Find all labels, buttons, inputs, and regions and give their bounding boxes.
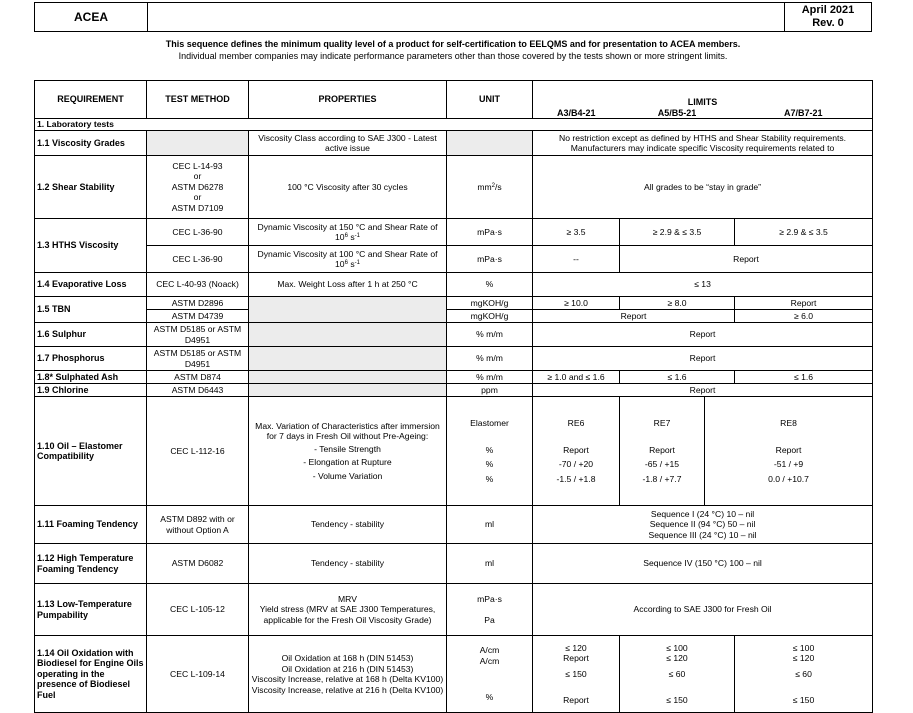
property-volume: - Volume Variation [312,470,383,481]
req-label: 1.5 TBN [35,297,147,323]
row-shear-stability [35,156,873,219]
row-hths-100 [35,246,873,273]
property-cell [249,371,447,384]
method-cell: CEC L-36-90 [147,246,249,273]
limit-cell: All grades to be “stay in grade” [533,156,873,219]
unit-cell: % m/m [447,323,533,347]
spec-table [34,80,873,713]
req-label: 1.11 Foaming Tendency [35,506,147,544]
re-elongation: -65 / +15 [644,459,680,469]
unit-base: mm [477,181,492,192]
limit-a3b4: ≥ 10.0 [533,297,620,310]
property-exponent: 6 [344,233,348,239]
re-name: RE8 [780,418,797,428]
unit-cell: % m/m [447,371,533,384]
property-cell [249,636,447,713]
limit-a5b5: ≥ 2.9 & ≤ 3.5 [620,219,735,246]
limit-cell [533,506,873,544]
property-text: Dynamic Viscosity at 100 °C and Shear Rate of 10 [257,248,438,269]
property-cell: 100 °C Viscosity after 30 cycles [249,156,447,219]
property-cell [249,384,447,397]
limit-cell: Report [533,347,873,371]
property-cell: Max. Weight Loss after 1 h at 250 °C [249,273,447,297]
method-3: ASTM D7109 [171,202,224,213]
unit-cell: ppm [447,384,533,397]
method-or: or [193,192,202,203]
row-tbn-d2896 [35,297,873,310]
foam-seq-3: Sequence III (24 °C) 10 – nil [648,529,757,540]
unit-visc-216: % [485,692,494,703]
intro-text [34,38,872,62]
method-or: or [193,171,202,182]
limit-a5b5 [620,636,735,713]
property-cell: Tendency - stability [249,506,447,544]
property-elongation: - Elongation at Rupture [303,457,392,468]
row-ht-foaming [35,544,873,584]
row-evaporative-loss [35,273,873,297]
unit-cell [447,636,533,713]
method-cell: ASTM D2896 [147,297,249,310]
row-chlorine [35,384,873,397]
intro-line2: Individual member companies may indicate performance parameters other than those covered by the tests shown or more stringent limits. [178,51,728,61]
unit-cell: % m/m [447,347,533,371]
limit-re6 [533,397,620,506]
unit-cell [447,584,533,636]
row-elastomer [35,397,873,506]
property-ox-216: Oil Oxidation at 216 h (DIN 51453) [281,663,414,674]
document-header [34,2,872,32]
property-exponent: 6 [344,260,348,266]
method-cell: CEC L-112-16 [147,397,249,506]
unit-visc-168 [449,666,530,687]
re-elongation: -70 / +20 [558,459,594,469]
req-label: 1.12 High Temperature Foaming Tendency [35,544,147,584]
ox-limit: ≤ 150 [666,695,688,705]
limit-a5b5: ≤ 1.6 [620,371,735,384]
limit-a7b7: ≥ 6.0 [735,310,873,323]
limit-cell: Sequence IV (150 °C) 100 – nil [533,544,873,584]
unit-ox-216: A/cm [479,655,500,666]
method-cell: CEC L-36-90 [147,219,249,246]
property-exponent: -1 [354,260,360,266]
property-cell [249,397,447,506]
property-cell [249,246,447,273]
method-cell: CEC L-109-14 [147,636,249,713]
ox-limit: ≤ 150 [565,668,587,679]
col-a5b5: A5/B5-21 [620,108,735,119]
limit-a3-a5: Report [533,310,735,323]
unit-elastomer: Elastomer [470,418,509,428]
ox-limit: ≤ 60 [668,668,686,679]
limit-a3b4 [533,636,620,713]
limit-a3b4: -- [533,246,620,273]
col-properties: PROPERTIES [249,81,447,119]
unit-cell: ml [447,544,533,584]
re-volume: 0.0 / +10.7 [768,473,809,484]
method-cell: CEC L-105-12 [147,584,249,636]
row-tbn-d4739 [35,310,873,323]
row-phosphorus [35,347,873,371]
limit-a5b5: ≥ 8.0 [620,297,735,310]
req-label: 1.8* Sulphated Ash [35,371,147,384]
limit-a5-a7: Report [620,246,873,273]
re-volume: -1.5 / +1.8 [556,473,596,484]
req-label: 1.1 Viscosity Grades [35,131,147,156]
col-test-method: TEST METHOD [147,81,249,119]
col-unit: UNIT [447,81,533,119]
req-label: 1.3 HTHS Viscosity [35,219,147,273]
col-a7b7: A7/B7-21 [735,108,873,119]
property-unit: s [347,232,355,242]
req-label: 1.10 Oil – Elastomer Compatibility [35,397,147,506]
unit-cell: mPa·s [447,219,533,246]
column-header-row [35,81,873,108]
col-a3b4: A3/B4-21 [533,108,620,119]
col-requirement: REQUIREMENT [35,81,147,119]
row-foaming [35,506,873,544]
org-name: ACEA [35,3,148,31]
property-cell [249,297,447,323]
property-cell [249,323,447,347]
row-pumpability [35,584,873,636]
foam-seq-1: Sequence I (24 °C) 10 – nil [650,508,755,519]
re-tensile: Report [775,444,802,455]
method-cell [147,131,249,156]
section-title: 1. Laboratory tests [35,119,873,131]
limit-a7b7: ≥ 2.9 & ≤ 3.5 [735,219,873,246]
property-yield: Yield stress (MRV at SAE J300 Temperatures, applicable for the Fresh Oil Viscosity Grade) [259,604,436,625]
revision-box [784,3,871,31]
property-cell [249,584,447,636]
ox-limit: Report [563,695,589,705]
unit-yield: Pa [484,614,495,625]
property-cell [249,219,447,246]
intro-line1: This sequence defines the minimum quality level of a product for self-certification to EELQMS and for presentation to ACEA members. [165,39,741,49]
limit-a7b7: ≤ 1.6 [735,371,873,384]
unit-tensile: % [485,444,494,455]
property-visc-216: Viscosity Increase, relative at 216 h (Delta KV100) [251,684,444,695]
method-cell: ASTM D4739 [147,310,249,323]
ox-limit: ≤ 100 [666,642,688,653]
property-cell: Tendency - stability [249,544,447,584]
method-cell: ASTM D5185 or ASTM D4951 [147,323,249,347]
col-limits: LIMITS [533,81,873,108]
row-sulphur [35,323,873,347]
req-label: 1.14 Oil Oxidation with Biodiesel for Engine Oils operating in the presence of Biodiesel Fuel [35,636,147,713]
unit-cell: % [447,273,533,297]
unit-cell: mgKOH/g [447,297,533,310]
unit-cell: mgKOH/g [447,310,533,323]
unit-cell [447,156,533,219]
re-name: RE6 [567,418,585,428]
re-name: RE7 [653,418,671,428]
unit-exponent: 2 [491,182,495,189]
ox-limit: ≤ 120 [792,653,815,663]
limit-re8 [705,397,873,506]
unit-elongation: % [485,459,494,469]
ox-limit: ≤ 60 [795,668,812,679]
property-exponent: -1 [354,233,360,239]
limit-cell: ≤ 13 [533,273,873,297]
unit-tail: /s [494,181,502,192]
header-blank [148,3,784,31]
method-cell: ASTM D6082 [147,544,249,584]
re-elongation: -51 / +9 [773,459,804,469]
unit-cell: ml [447,506,533,544]
property-mrv: MRV [338,593,357,604]
re-volume: -1.8 / +7.7 [642,473,682,484]
revision-number: Rev. 0 [812,17,844,29]
method-cell: ASTM D6443 [147,384,249,397]
method-2: ASTM D6278 [171,181,224,192]
property-tensile: - Tensile Strength [314,443,381,454]
property-cell [249,347,447,371]
method-cell: ASTM D5185 or ASTM D4951 [147,347,249,371]
re-tensile: Report [563,444,589,455]
property-ox-168: Oil Oxidation at 168 h (DIN 51453) [281,653,414,663]
ox-limit: ≤ 150 [792,695,815,705]
limit-cell: According to SAE J300 for Fresh Oil [533,584,873,636]
unit-volume: % [485,473,494,484]
method-cell: ASTM D892 with or without Option A [147,506,249,544]
ox-limit: ≤ 100 [792,642,815,653]
limit-a7b7: Report [735,297,873,310]
section-row [35,119,873,131]
property-visc-168: Viscosity Increase, relative at 168 h (Delta KV100) [251,674,444,684]
unit-cell: mPa·s [447,246,533,273]
ox-limit: ≤ 120 [666,653,688,663]
req-label: 1.6 Sulphur [35,323,147,347]
req-label: 1.4 Evaporative Loss [35,273,147,297]
re-tensile: Report [649,444,675,455]
row-viscosity-grades [35,131,873,156]
req-label: 1.9 Chlorine [35,384,147,397]
unit-mrv: mPa·s [477,594,502,604]
foam-seq-2: Sequence II (94 °C) 50 – nil [649,519,756,530]
limit-cell: Report [533,384,873,397]
ox-limit: Report [563,653,589,663]
req-label: 1.2 Shear Stability [35,156,147,219]
unit-cell [447,131,533,156]
limit-a3b4: ≥ 3.5 [533,219,620,246]
row-sulphated-ash [35,371,873,384]
property-cell: Viscosity Class according to SAE J300 - Latest active issue [249,131,447,156]
property-text: Dynamic Viscosity at 150 °C and Shear Rate of 10 [257,221,438,242]
unit-cell [447,397,533,506]
row-hths-150 [35,219,873,246]
revision-date: April 2021 [801,4,855,16]
method-cell [147,156,249,219]
method-cell: ASTM D874 [147,371,249,384]
limit-a3b4: ≥ 1.0 and ≤ 1.6 [533,371,620,384]
req-label: 1.13 Low-Temperature Pumpability [35,584,147,636]
ox-limit: ≤ 120 [565,642,587,653]
method-cell: CEC L-40-93 (Noack) [147,273,249,297]
req-label: 1.7 Phosphorus [35,347,147,371]
property-intro: Max. Variation of Characteristics after immersion for 7 days in Fresh Oil without Pre-Ageing: [255,420,440,442]
limit-cell: Report [533,323,873,347]
unit-ox-168: A/cm [479,645,500,656]
property-unit: s [347,259,355,269]
row-oxidation [35,636,873,713]
limit-a7b7 [735,636,873,713]
method-1: CEC L-14-93 [172,160,223,171]
limit-re7 [620,397,705,506]
limit-cell: No restriction except as defined by HTHS and Shear Stability requirements. Manufacturers may indicate specific Viscosity requirements related to [533,131,873,156]
